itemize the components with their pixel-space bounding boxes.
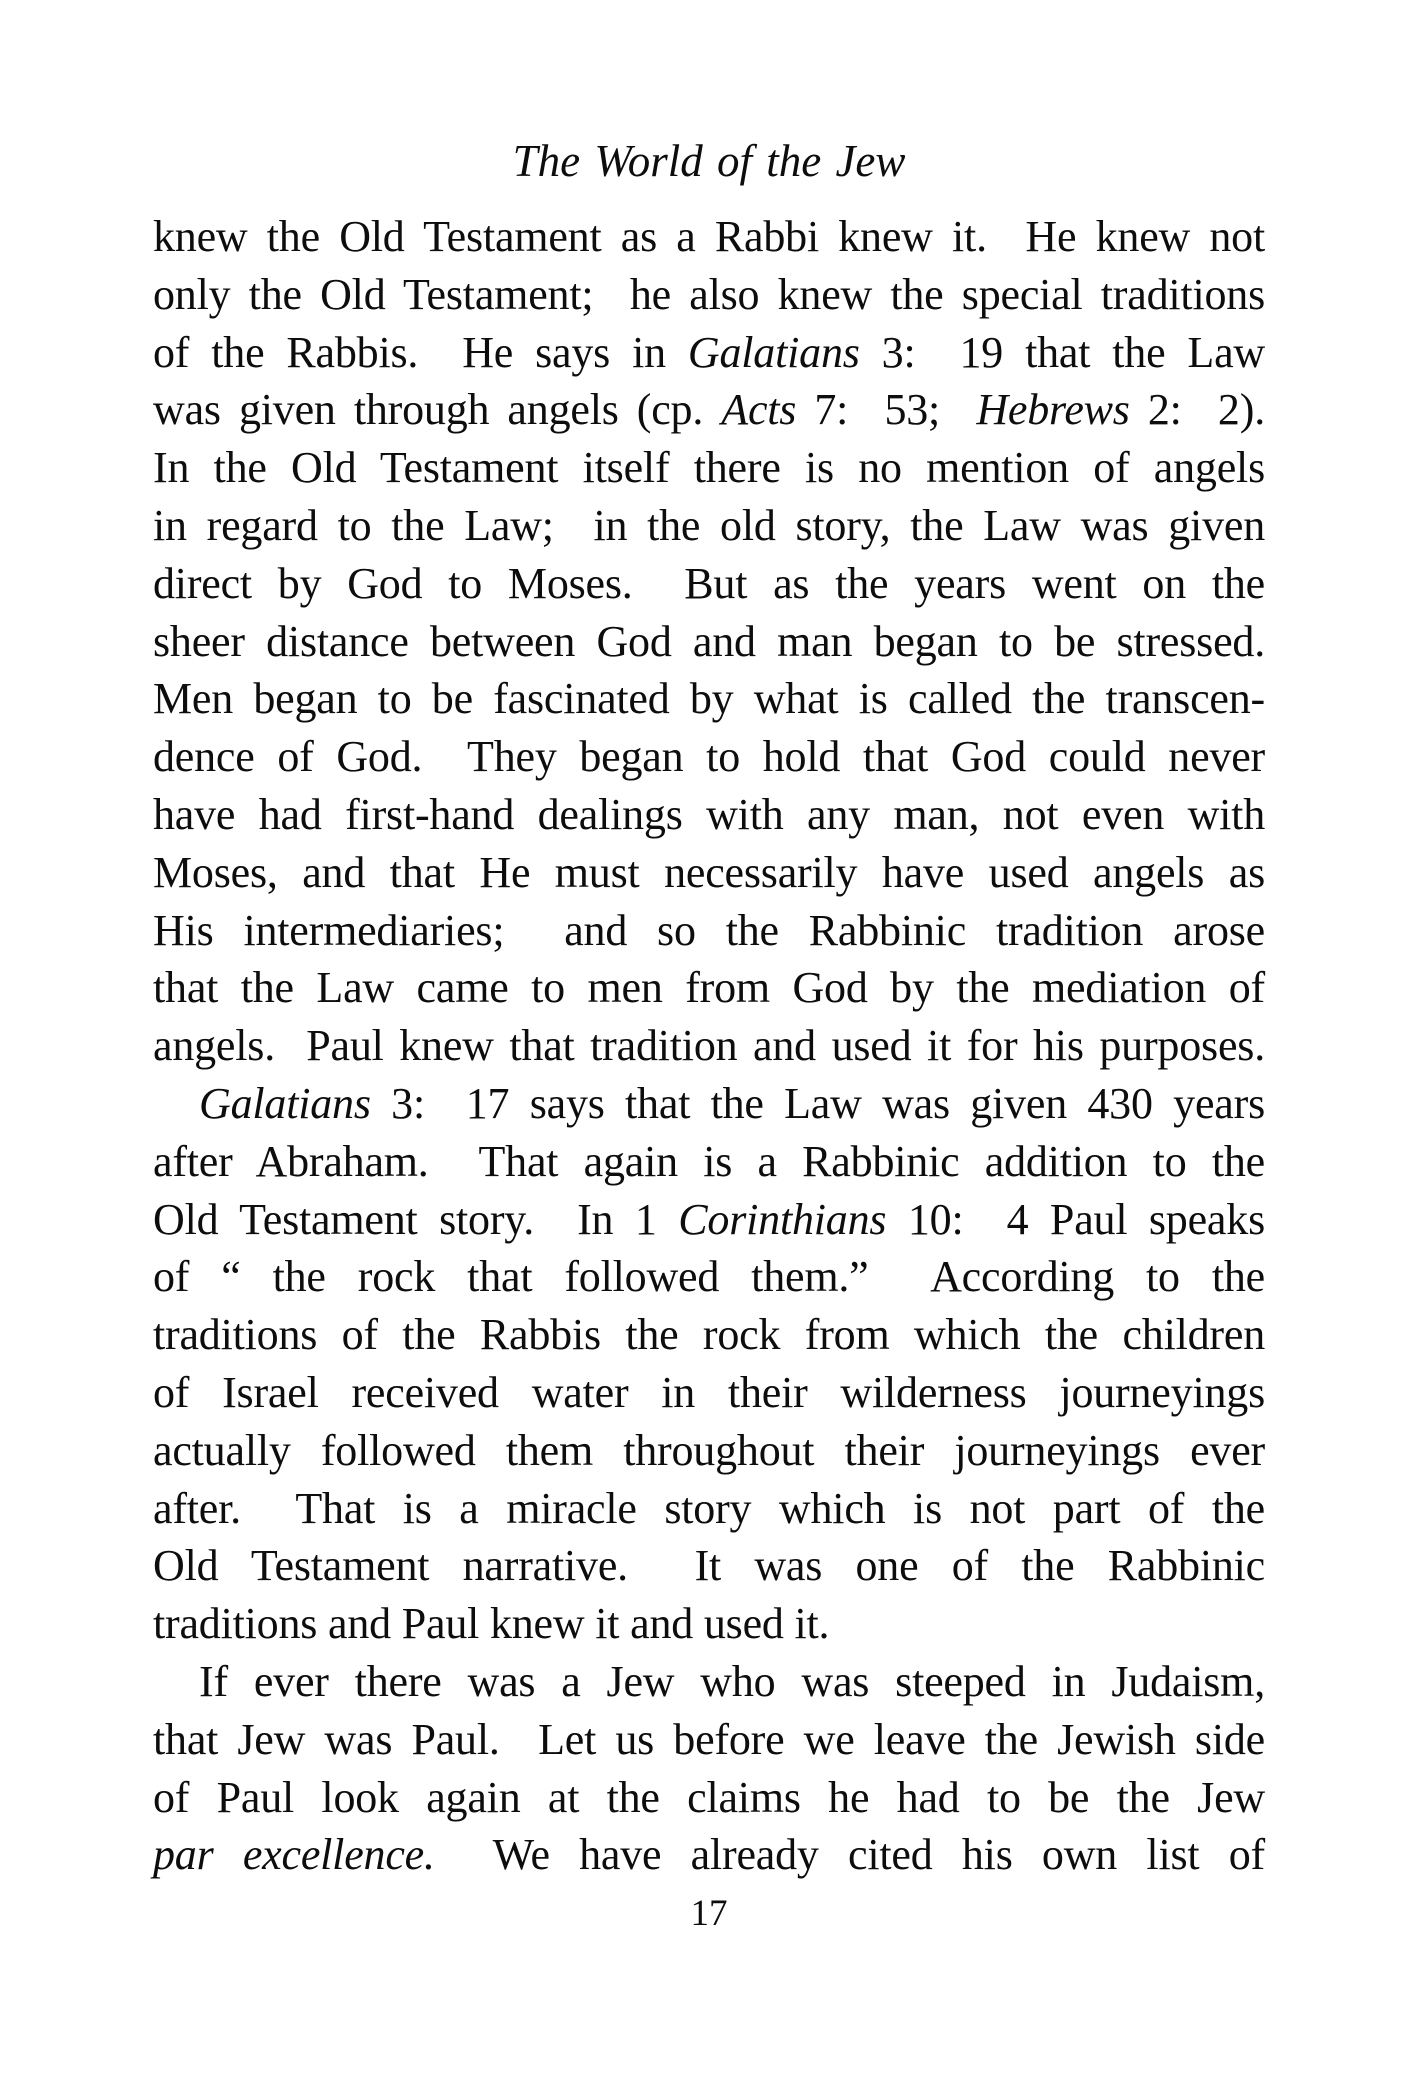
text-segment: have had first-hand dealings with any man, not even with: [153, 789, 1265, 839]
text-line: [153, 1075, 1265, 1133]
text-line: [153, 1480, 1265, 1538]
text-segment: His intermediaries; and so the Rabbinic tradition arose: [153, 905, 1265, 955]
text-segment: that the Law came to men from God by the mediation of: [153, 963, 1265, 1013]
text-line: [153, 1133, 1265, 1191]
text-segment: traditions of the Rabbis the rock from which the children: [153, 1310, 1265, 1360]
text-segment: 7: 53;: [796, 385, 977, 435]
text-segment: If ever there was a Jew who was steeped in Judaism,: [199, 1656, 1265, 1706]
text-segment: In the Old Testament itself there is no mention of angels: [153, 443, 1265, 493]
text-segment: 3: 19 that the Law: [859, 327, 1265, 377]
text-line: [153, 613, 1265, 671]
text-line: [153, 1248, 1265, 1306]
text-line: [153, 1364, 1265, 1422]
text-line: [153, 439, 1265, 497]
text-line: [153, 266, 1265, 324]
text-line: [153, 497, 1265, 555]
text-segment: 2: 2).: [1129, 385, 1265, 435]
text-line: [153, 902, 1265, 960]
text-segment: of Paul look again at the claims he had to be the Jew: [153, 1772, 1265, 1822]
text-line: [153, 670, 1265, 728]
text-segment: of “ the rock that followed them.” According to the: [153, 1252, 1265, 1302]
italic-text-segment: Acts: [721, 385, 797, 435]
text-segment: Old Testament narrative. It was one of the Rabbinic: [153, 1541, 1265, 1591]
text-segment: angels. Paul knew that tradition and used it for his purposes.: [153, 1021, 1265, 1071]
text-line: [153, 1653, 1265, 1711]
text-line: [153, 1017, 1265, 1075]
text-segment: of the Rabbis. He says in: [153, 327, 688, 377]
text-line: [153, 728, 1265, 786]
text-line: [153, 555, 1265, 613]
text-segment: in regard to the Law; in the old story, the Law was given: [153, 500, 1265, 550]
text-segment: knew the Old Testament as a Rabbi knew it. He knew not: [153, 212, 1265, 261]
text-line: [153, 1826, 1265, 1884]
text-segment: traditions and Paul knew it and used it.: [153, 1599, 830, 1649]
italic-text-segment: Corinthians: [678, 1194, 887, 1244]
text-segment: sheer distance between God and man began to be stressed.: [153, 616, 1265, 666]
text-line: [153, 959, 1265, 1017]
text-segment: 10: 4 Paul speaks: [886, 1194, 1265, 1244]
text-line: [153, 844, 1265, 902]
text-segment: We have already cited his own list of: [434, 1830, 1265, 1880]
text-line: [153, 1191, 1265, 1249]
italic-text-segment: par excellence.: [153, 1830, 435, 1880]
text-segment: was given through angels (cp.: [153, 385, 722, 435]
text-line: [153, 324, 1265, 382]
text-line: [153, 786, 1265, 844]
text-line: [153, 381, 1265, 439]
running-header: The World of the Jew: [512, 136, 906, 186]
text-line: [153, 1595, 1265, 1653]
text-segment: Moses, and that He must necessarily have used angels as: [153, 847, 1265, 897]
text-segment: Old Testament story. In 1: [153, 1194, 679, 1244]
body-text: [153, 208, 1265, 1884]
italic-text-segment: Galatians: [687, 327, 860, 377]
text-segment: that Jew was Paul. Let us before we leave the Jewish side: [153, 1714, 1265, 1764]
text-segment: actually followed them throughout their journeyings ever: [153, 1425, 1265, 1475]
italic-text-segment: Galatians: [199, 1078, 371, 1128]
page-number: 17: [690, 1893, 728, 1934]
text-segment: dence of God. They began to hold that God could never: [153, 732, 1265, 782]
text-line: [153, 1422, 1265, 1480]
text-segment: 3: 17 says that the Law was given 430 years: [370, 1078, 1265, 1128]
text-segment: after Abraham. That again is a Rabbinic addition to the: [153, 1136, 1265, 1186]
text-line: [153, 1711, 1265, 1769]
text-line: [153, 1306, 1265, 1364]
text-segment: Men began to be fascinated by what is called the transcen-: [153, 674, 1265, 724]
italic-text-segment: Hebrews: [976, 385, 1130, 435]
text-line: [153, 1769, 1265, 1827]
text-segment: direct by God to Moses. But as the years went on the: [153, 558, 1265, 608]
text-segment: after. That is a miracle story which is not part of the: [153, 1483, 1265, 1533]
text-line: [153, 1537, 1265, 1595]
text-segment: of Israel received water in their wilderness journeyings: [153, 1367, 1265, 1417]
text-line: [153, 208, 1265, 266]
text-segment: only the Old Testament; he also knew the special traditions: [153, 269, 1265, 319]
